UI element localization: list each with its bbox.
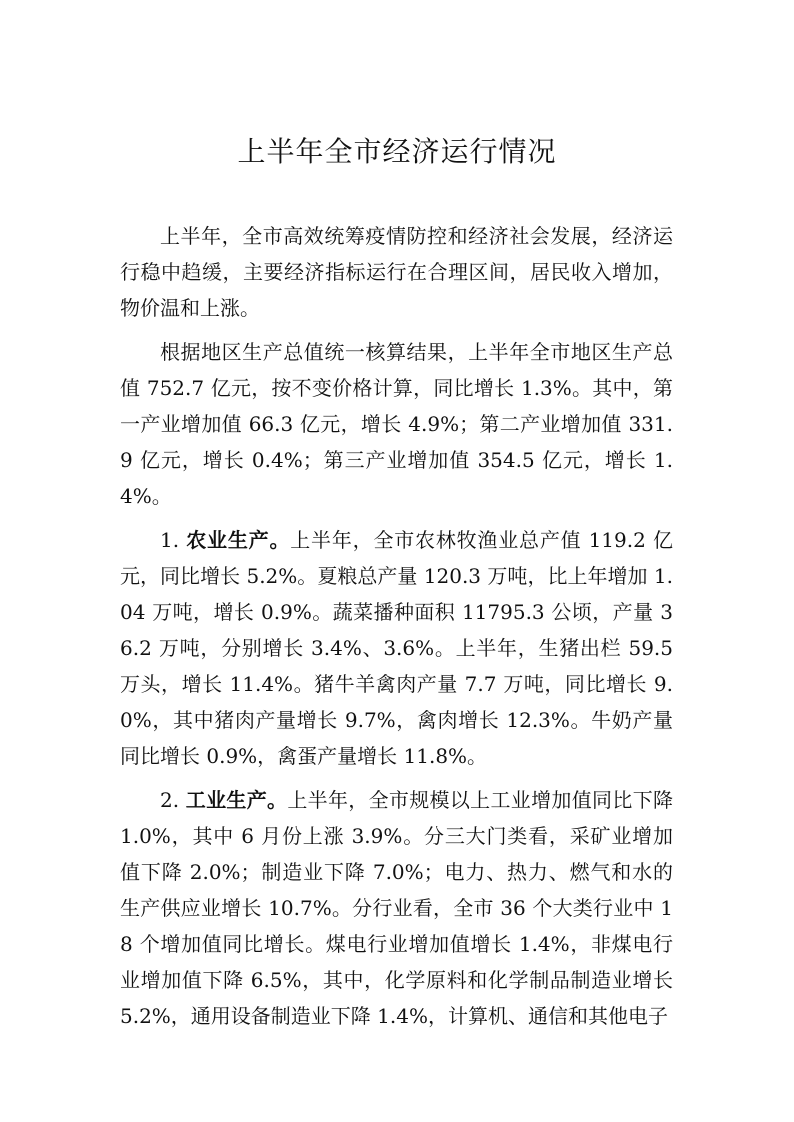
industry-text: 上半年，全市规模以上工业增加值同比下降 1.0%，其中 6 月份上涨 3.9%。分三大门类看，采矿业增加值下降 2.0%；制造业下降 7.0%；电力、热力、燃气和水的生产供应业增长 10.7%。分行业看，全市 36 个大类行业中 18 个增加值同比增长。煤电行业增加值增长 1.4%，非煤电行业增加值下降 6.5%，其中，化学原料和化学制品制造业增长 5.2%，通用设备制造业下降 1.4%，计算机、通信和其他电子 <box>120 788 674 1028</box>
page-title: 上半年全市经济运行情况 <box>237 135 557 168</box>
industry-section-number: 2. <box>160 788 180 812</box>
agriculture-paragraph <box>120 522 673 774</box>
gdp-paragraph <box>120 334 673 514</box>
document-body <box>120 218 673 1034</box>
industry-paragraph <box>120 782 673 1034</box>
industry-section-heading: 工业生产。 <box>185 788 288 812</box>
agriculture-section-heading: 农业生产。 <box>186 528 291 552</box>
intro-text: 上半年，全市高效统筹疫情防控和经济社会发展，经济运行稳中趋缓，主要经济指标运行在合理区间，居民收入增加，物价温和上涨。 <box>120 224 673 320</box>
agriculture-section-number: 1. <box>160 528 180 552</box>
agriculture-text: 上半年，全市农林牧渔业总产值 119.2 亿元，同比增长 5.2%。夏粮总产量 120.3 万吨，比上年增加 1.04 万吨，增长 0.9%。蔬菜播种面积 11795.3 公顷，产量 36.2 万吨，分别增长 3.4%、3.6%。上半年，生猪出栏 59.5 万头，增长 11.4%。猪牛羊禽肉产量 7.7 万吨，同比增长 9.0%，其中猪肉产量增长 9.7%，禽肉增长 12.3%。牛奶产量同比增长 0.9%，禽蛋产量增长 11.8%。 <box>120 528 673 768</box>
gdp-text: 根据地区生产总值统一核算结果，上半年全市地区生产总值 752.7 亿元，按不变价格计算，同比增长 1.3%。其中，第一产业增加值 66.3 亿元，增长 4.9%；第二产业增加值 331.9 亿元，增长 0.4%；第三产业增加值 354.5 亿元，增长 1.4%。 <box>120 340 673 508</box>
intro-paragraph <box>120 218 673 326</box>
